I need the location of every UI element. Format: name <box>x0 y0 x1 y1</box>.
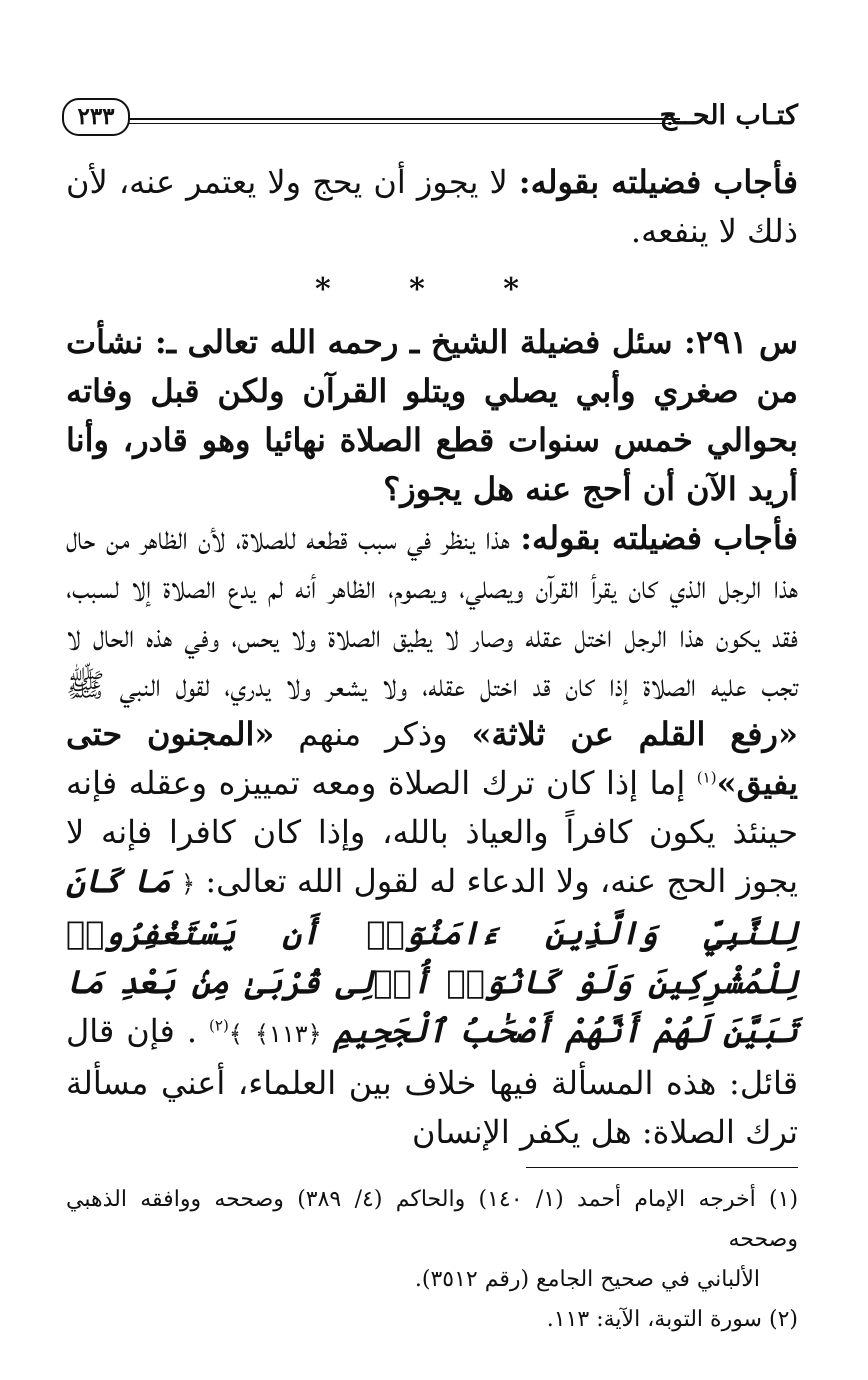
hadith-quote: «المجنون حتى يفيق» <box>66 715 798 802</box>
answer-text-part-1: هذا ينظر في سبب قطعه للصلاة، لأن الظاهر من حال هذا الرجل الذي كان يقرأ القرآن ويصلي، ويصوم، الظاهر أنه لم يدع الصلاة إلا لسبب، فقد يكون هذا الرجل اختل عقله وصار لا يطيق الصلاة ولا يحس، وفي هذه الحال لا تجب عليه الصلاة إذا كان قد اختل عقله، ولا يشعر ولا يدري، لقول النبي ﷺ <box>66 519 798 704</box>
question-text: سئل فضيلة الشيخ ـ رحمه الله تعالى ـ: نشأت من صغري وأبي يصلي ويتلو القرآن ولكن قبل وفاته بحوالي خمس سنوات قطع الصلاة نهائيا وهو قادر، وأنا أريد الآن أن أحج عنه هل يجوز؟ <box>66 323 798 508</box>
question-paragraph <box>66 318 798 514</box>
footnotes <box>66 1180 798 1340</box>
running-header <box>62 98 798 146</box>
footnote-1-continuation: الألباني في صحيح الجامع (رقم ٣٥١٢). <box>414 1267 760 1292</box>
footnote-divider <box>526 1167 798 1168</box>
footnote-2 <box>66 1300 798 1340</box>
quran-open-bracket: ﴿ <box>181 870 196 898</box>
question-label: س ٢٩١: <box>684 323 799 361</box>
quran-verse: مَا كَانَ لِلنَّبِيِّ وَالَّذِينَ ءَامَنُوٓا۟ أَن يَسْتَغْفِرُوا۟ لِلْمُشْرِكِينَ وَلَوْ كَانُوٓا۟ أُو۟لِى قُرْبَىٰ مِنۢ بَعْدِ مَا تَبَيَّنَ لَهُمْ أَنَّهُمْ أَصْحَٰبُ ٱلْجَحِيمِ <box>66 862 799 1050</box>
hadith-quote: «رفع القلم عن ثلاثة» <box>471 715 799 753</box>
answer-text-part-3: إما إذا كان ترك الصلاة ومعه تمييزه وعقله فإنه حينئذ يكون كافراً والعياذ بالله، وإذا كان كافرا فإنه لا يجوز الحج عنه، ولا الدعاء له لقول الله تعالى: <box>66 764 799 900</box>
footnote-ref-2[interactable]: (٢) <box>209 1016 229 1035</box>
footnote-1 <box>66 1180 798 1260</box>
footnote-text: سورة التوبة، الآية: ١١٣. <box>546 1307 769 1332</box>
answer-291 <box>66 514 798 1157</box>
footnote-marker: (١) <box>769 1187 799 1212</box>
ayah-number-marker: ﴿١١٣﴾ <box>254 1020 322 1048</box>
answer-text-part-4: . فإن قال قائل: هذه المسألة فيها خلاف بين العلماء، أعني مسألة ترك الصلاة: هل يكفر الإنسان <box>66 1012 798 1151</box>
quran-close-bracket: ﴾ <box>228 1020 243 1048</box>
chapter-title: كتـاب الحــج <box>659 100 798 131</box>
question-291 <box>66 318 798 514</box>
footnote-ref-1[interactable]: (١) <box>696 768 717 787</box>
answer-text-part-2: وذكر منهم <box>274 715 472 753</box>
answer-290 <box>66 158 798 256</box>
answer-291-paragraph <box>66 514 798 1157</box>
page-number: ٢٣٣ <box>62 98 130 136</box>
answer-290-paragraph <box>66 158 798 256</box>
answer-lead: فأجاب فضيلته بقوله: <box>518 163 799 201</box>
section-separator: * * * <box>315 272 553 307</box>
footnote-marker: (٢) <box>768 1307 798 1332</box>
footnote-text: أخرجه الإمام أحمد (١/ ١٤٠) والحاكم (٤/ ٣٨٩) وصححه ووافقه الذهبي وصححه <box>66 1187 798 1252</box>
answer-lead: فأجاب فضيلته بقوله: <box>520 519 798 557</box>
header-rule <box>122 118 680 124</box>
answer-text: لا يجوز أن يحج ولا يعتمر عنه، لأن ذلك لا ينفعه. <box>66 163 798 250</box>
